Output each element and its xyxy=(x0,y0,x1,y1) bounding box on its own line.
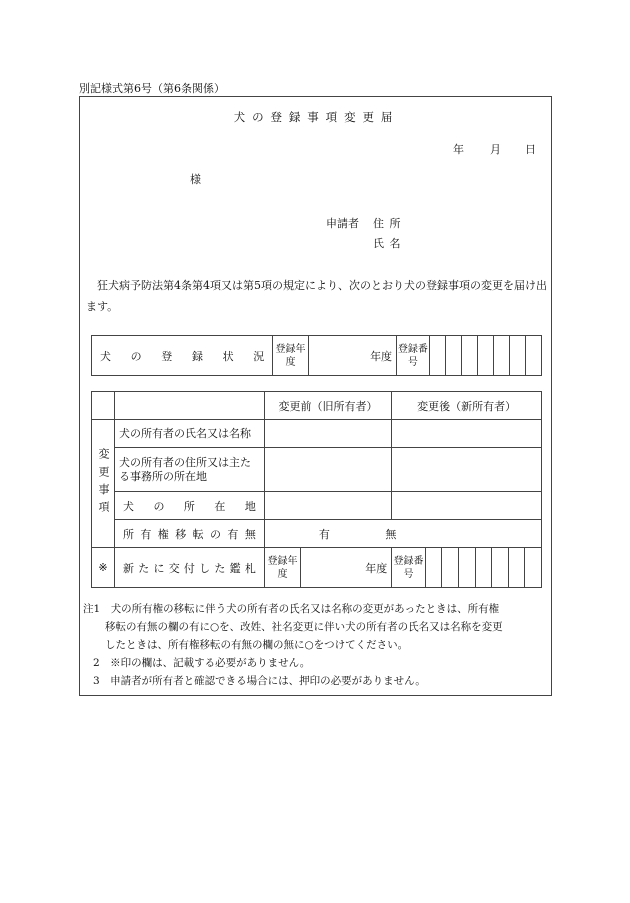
tag-mark: ※ xyxy=(92,548,115,588)
date-year-label: 年 xyxy=(453,143,464,156)
tag-number-digit[interactable] xyxy=(442,548,459,588)
reg-number-digit[interactable] xyxy=(461,336,477,376)
reg-number-label: 登録番号 xyxy=(397,336,430,376)
header-blank xyxy=(92,392,115,420)
tag-year-label: 登録年度 xyxy=(264,548,300,588)
reg-number-digit[interactable] xyxy=(429,336,445,376)
note-2: 2 ※印の欄は、記載する必要がありません。 xyxy=(93,657,311,669)
notes xyxy=(83,600,553,690)
applicant-address-label: 住所 xyxy=(373,217,406,230)
tag-number-digit[interactable] xyxy=(458,548,475,588)
reg-year-label: 登録年度 xyxy=(273,336,308,376)
tag-number-digit[interactable] xyxy=(492,548,509,588)
note-1-text: 犬の所有権の移転に伴う犬の所有者の氏名又は名称の変更があったときは、所有権 xyxy=(110,603,500,615)
row-tag-label: 新たに交付した鑑札 xyxy=(115,548,265,588)
applicant-label: 申請者 xyxy=(326,217,359,230)
note-1-prefix: 注1 xyxy=(83,603,101,615)
tag-number-digit[interactable] xyxy=(425,548,442,588)
reg-number-digit[interactable] xyxy=(509,336,525,376)
note-1-line-3: したときは、所有権移転の有無の欄の無に○をつけてください。 xyxy=(105,639,409,651)
transfer-options xyxy=(264,520,541,548)
tag-number-label: 登録番号 xyxy=(392,548,425,588)
applicant-name-label: 氏名 xyxy=(373,237,406,250)
addressee-suffix: 様 xyxy=(190,173,201,186)
registration-status-label: 犬の登録状況 xyxy=(92,336,273,376)
header-before: 変更前（旧所有者） xyxy=(264,392,391,420)
row-transfer-label: 所有権移転の有無 xyxy=(115,520,265,548)
form-caption: 別記様式第6号（第6条関係） xyxy=(79,82,225,95)
reg-number-digit[interactable] xyxy=(445,336,461,376)
note-1-line-1 xyxy=(83,600,553,618)
form-title: 犬の登録事項変更届 xyxy=(233,110,400,124)
reg-number-digit[interactable] xyxy=(477,336,493,376)
transfer-no[interactable]: 無 xyxy=(385,527,397,541)
transfer-yes[interactable]: 有 xyxy=(318,527,330,541)
date-day-label: 日 xyxy=(525,143,536,156)
note-3: 3 申請者が所有者と確認できる場合には、押印の必要がありません。 xyxy=(93,675,426,687)
reg-year-unit: 年度 xyxy=(308,336,396,376)
header-after: 変更後（新所有者） xyxy=(392,392,542,420)
dog-location-before[interactable] xyxy=(264,492,391,520)
owner-name-before[interactable] xyxy=(264,420,391,448)
tag-year-unit: 年度 xyxy=(301,548,392,588)
note-1-line-2: 移転の有無の欄の有に○を、改姓、社名変更に伴い犬の所有者の氏名又は名称を変更 xyxy=(105,621,503,633)
change-items-table xyxy=(91,391,542,588)
date-month-label: 月 xyxy=(490,143,501,156)
header-blank xyxy=(115,392,265,420)
row-owner-address-label: 犬の所有者の住所又は主たる事務所の所在地 xyxy=(115,448,265,492)
owner-name-after[interactable] xyxy=(392,420,542,448)
reg-number-digit[interactable] xyxy=(525,336,541,376)
dog-location-after[interactable] xyxy=(392,492,542,520)
change-side-label: 変更事項 xyxy=(92,420,115,548)
registration-status-table xyxy=(91,335,542,376)
owner-address-before[interactable] xyxy=(264,448,391,492)
tag-number-digit[interactable] xyxy=(475,548,492,588)
body-text: 狂犬病予防法第4条第4項又は第5項の規定により、次のとおり犬の登録事項の変更を届け出ます。 xyxy=(86,279,547,313)
reg-number-digit[interactable] xyxy=(493,336,509,376)
tag-number-digit[interactable] xyxy=(508,548,525,588)
owner-address-after[interactable] xyxy=(392,448,542,492)
row-owner-name-label: 犬の所有者の氏名又は名称 xyxy=(115,420,265,448)
row-dog-location-label: 犬の所在地 xyxy=(115,492,265,520)
tag-number-digit[interactable] xyxy=(525,548,542,588)
